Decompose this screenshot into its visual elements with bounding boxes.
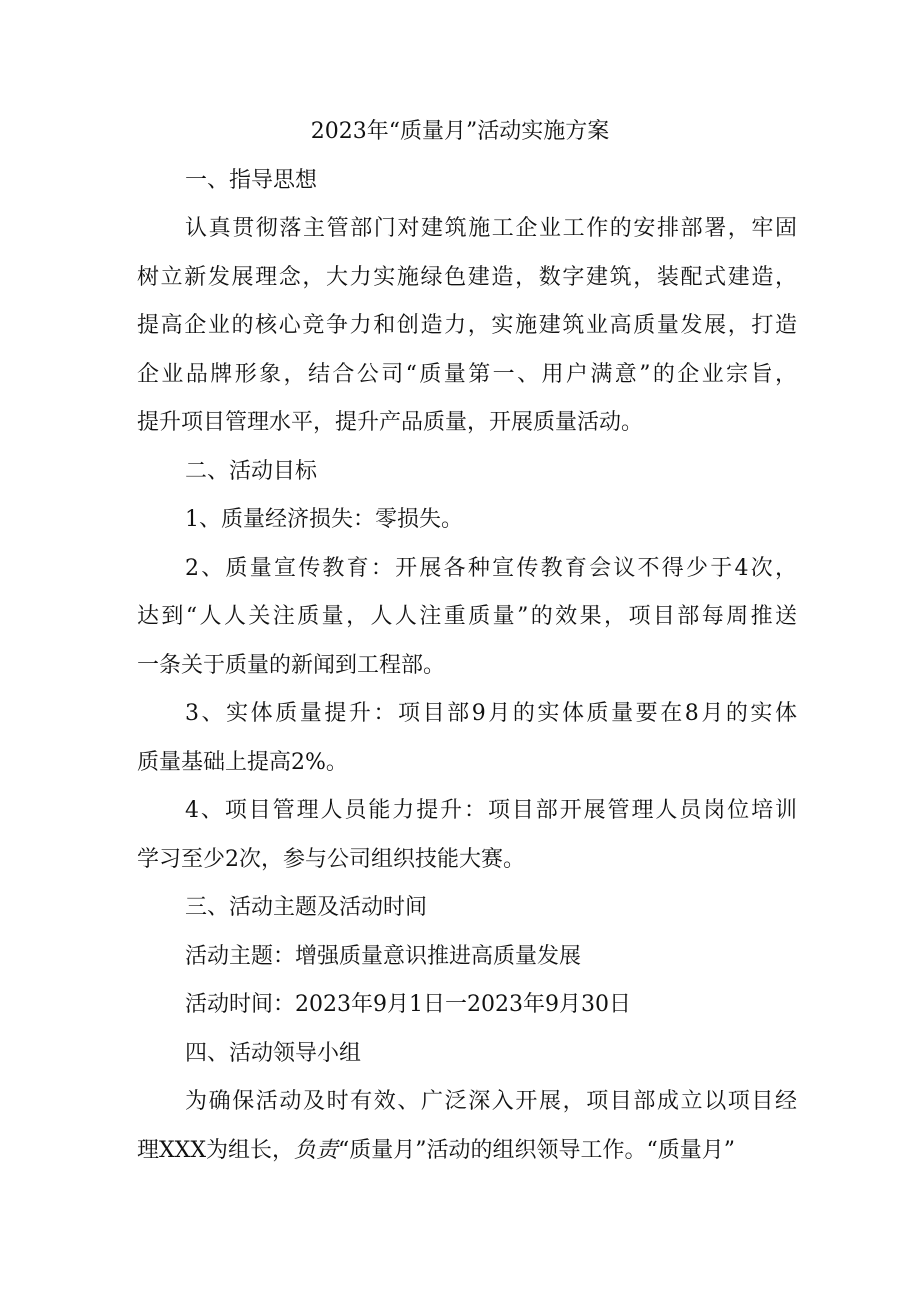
activity-time: 活动时间：2023年9月1日一2023年9月30日: [185, 992, 631, 1017]
goal-1-line-1: 1、质量经济损失：零损失。: [185, 507, 463, 532]
activity-theme: 活动主题：增强质量意识推进高质量发展: [185, 944, 582, 969]
goal-2-line-2: 达到“人人关注质量，人人注重质量”的效果，项目部每周推送: [137, 604, 797, 629]
goal-3-line-2: 质量基础上提高2%。: [137, 750, 348, 775]
section-4-line-2-part-c: “质量月”活动的组织领导工作。“质量月”: [338, 1138, 736, 1163]
section-1-line-3: 提高企业的核心竞争力和创造力，实施建筑业高质量发展，打造: [137, 313, 797, 338]
section-1-heading: 一、指导思想: [185, 168, 318, 193]
section-1-line-1: 认真贯彻落主管部门对建筑施工企业工作的安排部署，牢固: [185, 216, 797, 241]
section-2-heading: 二、活动目标: [185, 459, 318, 484]
goal-3-line-1: 3、实体质量提升：项目部9月的实体质量要在8月的实体: [185, 701, 797, 726]
document-title: 2023年“质量月”活动实施方案: [310, 119, 610, 144]
section-4-line-2-part-a: 理XXX为组长，: [137, 1138, 294, 1163]
section-4-line-2: [137, 1131, 797, 1171]
goal-2-line-1: 2、质量宣传教育：开展各种宣传教育会议不得少于4次，: [185, 556, 797, 581]
goal-2-line-3: 一条关于质量的新闻到工程部。: [137, 653, 446, 678]
section-4-heading: 四、活动领导小组: [185, 1041, 362, 1066]
goal-4-line-1: 4、项目管理人员能力提升：项目部开展管理人员岗位培训: [185, 798, 797, 823]
section-1-line-5: 提升项目管理水平，提升产品质量，开展质量活动。: [137, 410, 644, 435]
section-1-line-2: 树立新发展理念，大力实施绿色建造，数字建筑，装配式建造，: [137, 265, 797, 290]
section-1-line-4: 企业品牌形象，结合公司“质量第一、用户满意”的企业宗旨，: [137, 362, 797, 387]
goal-4-line-2: 学习至少2次，参与公司组织技能大赛。: [137, 847, 525, 872]
section-3-heading: 三、活动主题及活动时间: [185, 895, 428, 920]
section-4-line-1: 为确保活动及时有效、广泛深入开展，项目部成立以项目经: [185, 1089, 797, 1114]
section-4-line-2-italic: 负责: [294, 1138, 339, 1163]
